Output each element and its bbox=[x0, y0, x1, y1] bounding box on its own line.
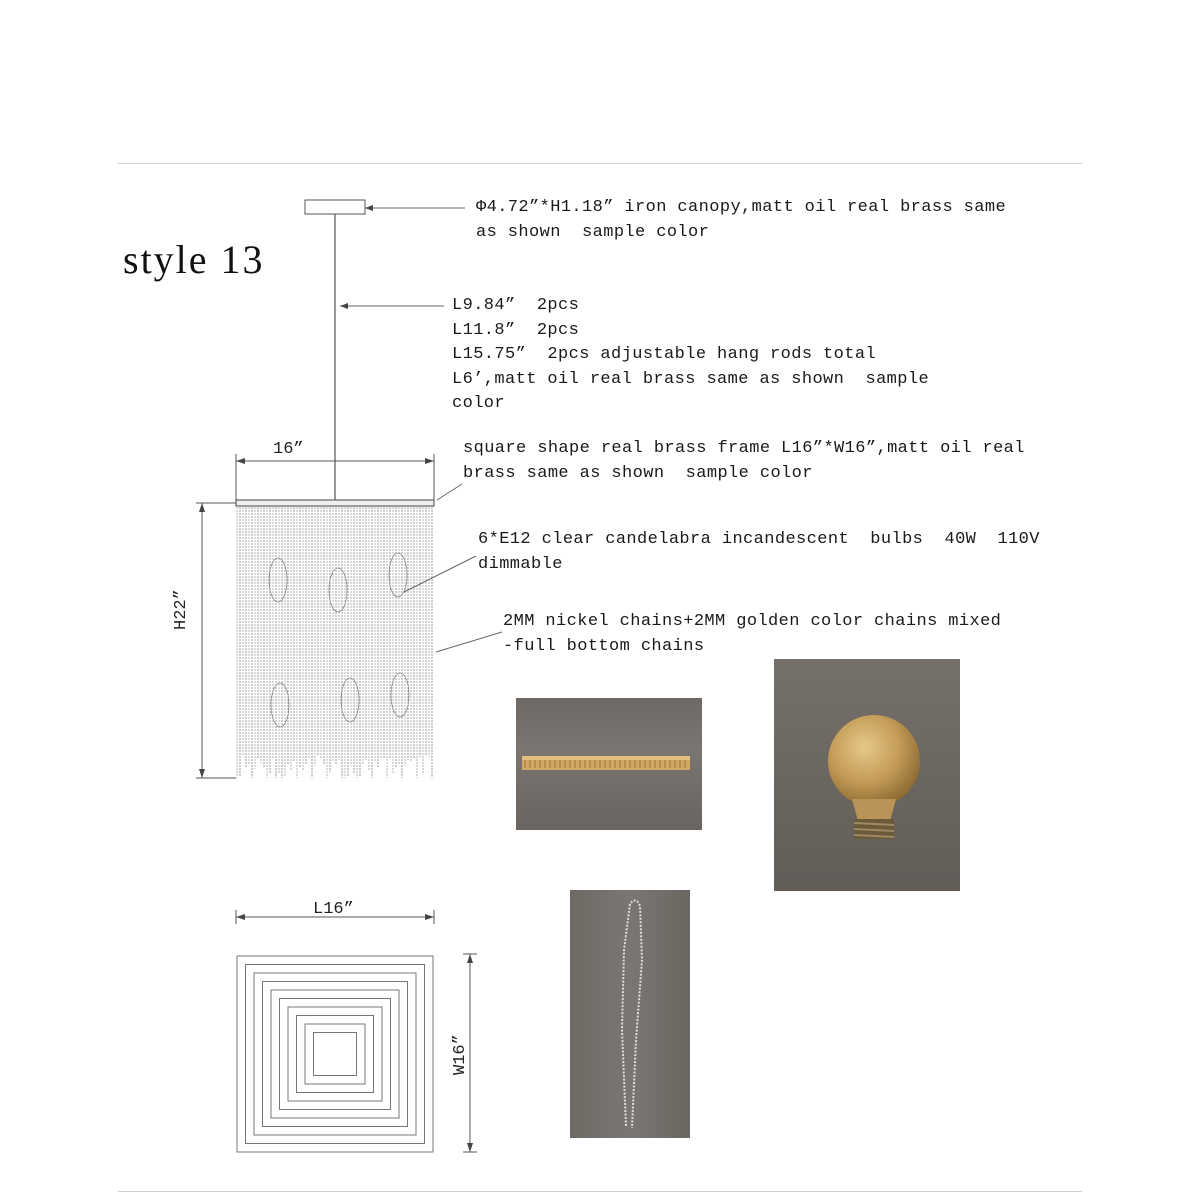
chain-note: 2MM nickel chains+2MM golden color chains mixed -full bottom chains bbox=[503, 612, 1002, 656]
plan-square-ring bbox=[254, 973, 416, 1135]
frame-note: square shape real brass frame L16”*W16”,matt oil real brass same as shown sample color bbox=[463, 439, 1025, 483]
canopy-note: Φ4.72”*H1.18” iron canopy,matt oil real brass same as shown sample color bbox=[476, 198, 1007, 242]
width-dim-label: 16” bbox=[273, 440, 304, 459]
strip-tooth bbox=[589, 760, 591, 768]
strip-tooth bbox=[574, 760, 576, 768]
strip-tooth bbox=[604, 760, 606, 768]
strip-tooth bbox=[634, 760, 636, 768]
strip-tooth bbox=[614, 760, 616, 768]
hang-rod-note: L9.84” 2pcs L11.8” 2pcs L15.75” 2pcs adjustable hang rods total L6’,matt oil real brass same as shown sample color bbox=[452, 296, 930, 413]
strip-tooth bbox=[609, 760, 611, 768]
bulb-leader bbox=[404, 556, 476, 592]
plan-view-squares bbox=[237, 956, 433, 1152]
strip-tooth bbox=[679, 760, 681, 768]
strip-tooth bbox=[584, 760, 586, 768]
brass-frame-sample-photo bbox=[516, 698, 702, 830]
strip-tooth bbox=[674, 760, 676, 768]
strip-tooth bbox=[629, 760, 631, 768]
chain-leader bbox=[436, 632, 502, 652]
strip-tooth bbox=[579, 760, 581, 768]
strip-tooth bbox=[639, 760, 641, 768]
strip-tooth bbox=[539, 760, 541, 768]
plan-square-ring bbox=[271, 990, 399, 1118]
plan-square-ring bbox=[297, 1016, 374, 1093]
plan-length-label: L16” bbox=[313, 900, 354, 919]
strip-tooth bbox=[684, 760, 686, 768]
plan-square-ring bbox=[246, 965, 425, 1144]
strip-tooth bbox=[559, 760, 561, 768]
strip-tooth bbox=[644, 760, 646, 768]
strip-tooth bbox=[564, 760, 566, 768]
chain-sample-photo bbox=[570, 890, 690, 1138]
brass-frame bbox=[236, 500, 434, 506]
strip-tooth bbox=[664, 760, 666, 768]
strip-tooth bbox=[554, 760, 556, 768]
strip-tooth bbox=[599, 760, 601, 768]
rod-arrow bbox=[340, 303, 348, 309]
strip-tooth bbox=[659, 760, 661, 768]
strip-tooth bbox=[669, 760, 671, 768]
strip-tooth bbox=[654, 760, 656, 768]
plan-square-ring bbox=[288, 1007, 382, 1101]
strip-tooth bbox=[619, 760, 621, 768]
strip-tooth bbox=[624, 760, 626, 768]
plan-width-label: W16” bbox=[451, 1034, 470, 1075]
chain-curtain bbox=[237, 507, 432, 778]
plan-square-ring bbox=[263, 982, 408, 1127]
strip-tooth bbox=[544, 760, 546, 768]
strip-tooth bbox=[594, 760, 596, 768]
canopy-arrow bbox=[365, 205, 373, 211]
gold-bulb-sample-photo bbox=[774, 659, 960, 891]
strip-tooth bbox=[569, 760, 571, 768]
plan-square-ring bbox=[237, 956, 433, 1152]
height-dim-label: H22” bbox=[172, 589, 191, 630]
frame-leader bbox=[437, 484, 462, 500]
plan-square-ring bbox=[314, 1033, 357, 1076]
strip-tooth bbox=[649, 760, 651, 768]
strip-tooth bbox=[549, 760, 551, 768]
style-title: style 13 bbox=[123, 237, 265, 282]
strip-tooth bbox=[529, 760, 531, 768]
strip-tooth bbox=[524, 760, 526, 768]
strip-tooth bbox=[534, 760, 536, 768]
canopy-shape bbox=[305, 200, 365, 214]
bulb-note: 6*E12 clear candelabra incandescent bulbs 40W 110V dimmable bbox=[478, 530, 1040, 574]
